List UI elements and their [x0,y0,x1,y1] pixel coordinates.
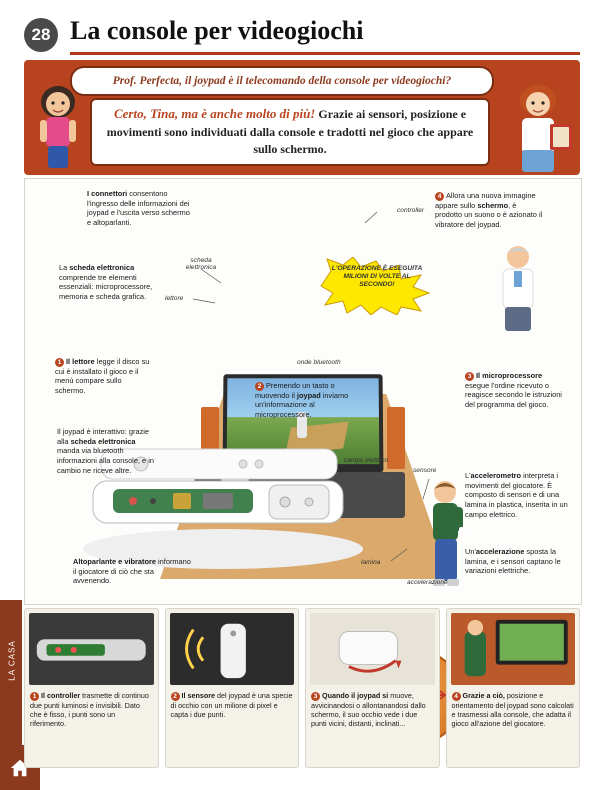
card-3-lead: Quando il joypad si [322,691,389,700]
answer-rest: Grazie ai sensori, posizione e movimenti sono individuati dalla console e tradotti nel gioco che appare sullo schermo. [106,107,474,157]
card-controller-image [29,613,154,685]
card-2-badge: 2 [171,692,180,701]
step-2-badge: 2 [255,382,264,391]
leader-lines [25,179,581,604]
character-prof-perfecta [500,80,576,175]
text-step-1: 1 Il lettore legge il disco su cui è installato il gioco e il menù compare sullo schermo. [55,357,150,395]
text-connettori: I connettori consentono l'ingresso delle informazioni dei joypad e l'uscita verso schermo e altoparlanti. [87,189,190,227]
step-3-badge: 3 [465,372,474,381]
card-console [446,608,581,768]
text-step-3: 3 Il microprocessore esegue l'ordine ricevuto o reagisce secondo le istruzioni del programma del gioco. [465,371,562,409]
card-console-image [451,613,576,685]
text-joypad-interattivo: Il joypad è interattivo: grazie alla scheda elettronica manda via bluetooth informazioni alla console, e in cambio ne riceve altre. [57,427,154,475]
label-controller: controller [397,207,425,214]
label-sensore: sensore [413,467,437,474]
card-2-lead: Il sensore [181,691,216,700]
card-4-rest: posizione e orientamento del joypad sono calcolati e trasmessi alla console, che adatta il gioco all'azione del giocatore. [451,691,574,729]
main-illustration-panel [24,178,582,605]
answer-lead: Certo, Tina, ma è anche molto di più! [113,106,316,121]
card-joypad-caption [306,689,439,733]
section-tab-strip [0,600,22,745]
text-scheda-elettronica: La scheda elettronica comprende tre elementi essenziali: microprocessore, memoria e scheda grafica. [59,263,153,301]
speech-bubble-answer [90,98,490,166]
label-campo-elettrico: campo elettrico [343,457,389,464]
step-1-badge: 1 [55,358,64,367]
card-4-lead: Grazie a ciò, [462,691,505,700]
text-accelerazione: Un'accelerazione sposta la lamina, e i sensori captano le variazioni elettriche. [465,547,561,576]
step-4-badge: 4 [435,192,444,201]
label-lettore: lettore [165,295,184,302]
section-tab-label: LA CASA [7,640,17,681]
label-lamina: lamina [361,559,381,566]
title-divider [70,52,580,55]
card-2-rest: del joypad è una specie di occhio con un milione di pixel e capta i due punti. [170,691,293,719]
card-sensore [165,608,300,768]
card-joypad [305,608,440,768]
text-altoparlante: Altoparlante e vibratore informano il giocatore di ciò che sta avvenendo. [73,557,191,586]
card-3-rest: muove, avvicinandosi o allontanandosi dallo schermo, il suo occhio vede i due punti vicini, distanti, inclinati... [311,691,426,729]
starburst-text: L'OPERAZIONE È ESEGUITA MILIONI DI VOLTE AL SECONDO! [331,265,423,289]
speech-bubble-question [70,66,494,96]
text-step-4: 4 Allora una nuova immagine appare sullo schermo, è prodotto un suono o è azionato il vibratore del joypad. [435,191,543,229]
card-4-badge: 4 [452,692,461,701]
question-text: Prof. Perfecta, il joypad è il telecomando della console per videogiochi? [112,75,452,87]
card-joypad-image [310,613,435,685]
page-number: 28 [24,18,58,52]
label-scheda-elettronica: scheda elettronica [185,257,217,271]
label-onde-bluetooth: onde bluetooth [297,359,341,366]
card-sensore-image [170,613,295,685]
answer-text [102,105,478,159]
card-1-rest: trasmette di continuo due punti luminosi e invisibili. Dato che è fisso, i punti sono un riferimento. [30,691,149,729]
page-title: La console per videogiochi [70,16,364,45]
card-controller [24,608,159,768]
left-section-tab [0,0,22,790]
card-3-badge: 3 [311,692,320,701]
label-accelerazione: accelerazione [407,579,448,586]
text-accelerometro: L'accelerometro interpreta i movimenti del giocatore. È composto di sensori e di una lamina in plastica, inserita in un campo elettrico. [465,471,568,519]
bottom-steps-row [24,608,580,768]
text-step-2: 2 Premendo un tasto o muovendo il joypad inviamo un'informazione al microprocessore. [255,381,349,419]
card-console-caption [447,689,580,733]
card-sensore-caption [166,689,299,723]
card-controller-caption [25,689,158,733]
card-1-lead: Il controller [41,691,81,700]
card-1-badge: 1 [30,692,39,701]
